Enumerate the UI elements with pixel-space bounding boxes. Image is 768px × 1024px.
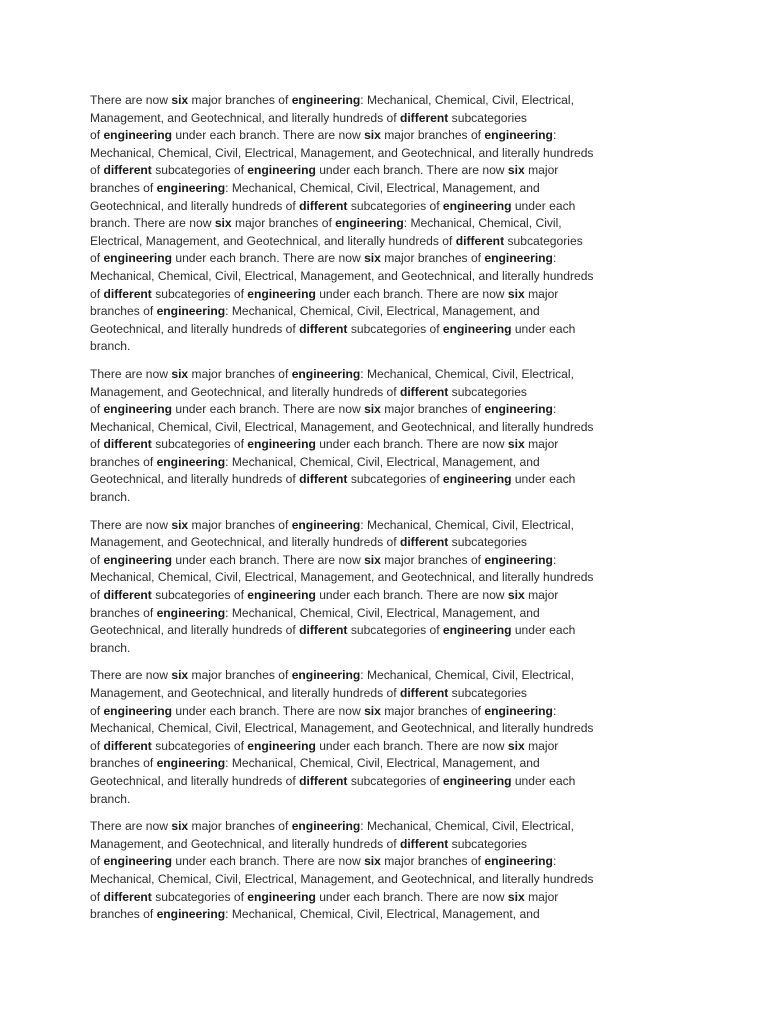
- text-line: [90, 401, 670, 419]
- text-run: : Mechanical, Chemical, Civil, Electrical,: [360, 517, 574, 532]
- text-run: Mechanical, Chemical, Civil, Electrical, Management, and Geotechnical, and literally hundreds: [90, 268, 594, 283]
- paragraph: [90, 366, 670, 507]
- text-line: [90, 605, 670, 623]
- text-run: of: [90, 286, 104, 301]
- text-run: under each: [511, 321, 576, 336]
- text-run: of: [90, 251, 104, 266]
- text-line: [90, 436, 670, 454]
- text-run: Management, and Geotechnical, and literally hundreds of: [90, 535, 400, 550]
- text-run: : Mechanical, Chemical, Civil, Electrical, Management, and: [225, 605, 540, 620]
- text-run: major branches of: [188, 366, 292, 381]
- text-run: of: [90, 437, 104, 452]
- text-run: major branches of: [188, 93, 292, 107]
- text-line: [90, 338, 670, 356]
- paragraph: [90, 667, 670, 808]
- bold-keyword: engineering: [291, 668, 361, 683]
- text-run: branches of: [90, 756, 157, 771]
- text-run: Geotechnical, and literally hundreds of: [90, 623, 300, 638]
- bold-keyword: different: [103, 163, 152, 178]
- bold-keyword: engineering: [484, 128, 553, 143]
- text-run: There are now: [90, 819, 172, 834]
- text-run: Management, and Geotechnical, and literally hundreds of: [90, 384, 400, 399]
- text-line: [90, 552, 670, 570]
- text-run: subcategories of: [347, 773, 443, 788]
- bold-keyword: engineering: [103, 251, 172, 266]
- text-run: major branches of: [380, 703, 485, 718]
- text-line: [90, 685, 670, 703]
- text-run: Geotechnical, and literally hundreds of: [90, 198, 300, 213]
- bold-keyword: engineering: [442, 198, 512, 213]
- text-run: subcategories of: [347, 472, 443, 487]
- text-line: [90, 110, 670, 128]
- text-run: : Mechanical, Chemical, Civil, Electrical,: [360, 819, 574, 834]
- text-line: [90, 419, 670, 437]
- text-run: Electrical, Management, and Geotechnical, and literally hundreds of: [90, 233, 456, 248]
- bold-keyword: engineering: [156, 907, 226, 922]
- text-line: [90, 755, 670, 773]
- text-run: : Mechanical, Chemical, Civil, Electrical, Management, and: [225, 304, 540, 319]
- bold-keyword: engineering: [247, 889, 316, 904]
- text-run: :: [552, 251, 557, 266]
- text-run: branch. There are now: [90, 216, 215, 231]
- text-line: [90, 145, 670, 163]
- text-run: :: [552, 402, 557, 417]
- text-run: branches of: [90, 454, 157, 469]
- text-run: :: [552, 854, 557, 869]
- text-run: of: [90, 402, 104, 417]
- text-run: There are now: [90, 366, 172, 381]
- text-run: of: [90, 738, 104, 753]
- text-line: [90, 215, 670, 233]
- bold-keyword: different: [299, 623, 348, 638]
- bold-keyword: engineering: [247, 588, 316, 603]
- bold-keyword: six: [171, 517, 189, 532]
- text-run: subcategories of: [151, 889, 248, 904]
- text-run: under each branch. There are now: [172, 402, 365, 417]
- text-run: major branches of: [380, 128, 485, 143]
- text-run: under each branch. There are now: [315, 437, 508, 452]
- text-run: under each branch. There are now: [172, 854, 365, 869]
- paragraph: [90, 818, 670, 924]
- bold-keyword: engineering: [247, 437, 316, 452]
- text-run: There are now: [90, 517, 172, 532]
- text-run: under each branch. There are now: [315, 163, 508, 178]
- bold-keyword: six: [364, 402, 381, 417]
- bold-keyword: six: [507, 738, 525, 753]
- text-line: [90, 738, 670, 756]
- text-run: subcategories: [448, 384, 527, 399]
- text-run: subcategories: [448, 836, 527, 851]
- text-run: of: [90, 128, 104, 143]
- text-line: [90, 871, 670, 889]
- text-line: [90, 889, 670, 907]
- text-run: major: [524, 889, 559, 904]
- text-line: [90, 818, 670, 836]
- text-run: subcategories of: [347, 321, 443, 336]
- bold-keyword: six: [171, 366, 189, 381]
- document-page: [90, 92, 670, 934]
- bold-keyword: different: [399, 110, 449, 125]
- bold-keyword: engineering: [291, 517, 361, 532]
- text-run: subcategories of: [151, 437, 248, 452]
- text-run: :: [552, 552, 557, 567]
- bold-keyword: engineering: [103, 552, 172, 567]
- bold-keyword: engineering: [103, 402, 172, 417]
- text-line: [90, 853, 670, 871]
- text-run: subcategories of: [151, 286, 248, 301]
- bold-keyword: engineering: [247, 286, 316, 301]
- bold-keyword: different: [103, 286, 152, 301]
- text-run: major branches of: [380, 251, 485, 266]
- text-line: [90, 587, 670, 605]
- text-line: [90, 127, 670, 145]
- text-run: : Mechanical, Chemical, Civil, Electrical, Management, and: [225, 907, 540, 922]
- text-line: [90, 384, 670, 402]
- text-run: of: [90, 588, 104, 603]
- text-run: branches of: [90, 304, 157, 319]
- text-run: : Mechanical, Chemical, Civil, Electrical, Management, and: [225, 454, 540, 469]
- text-run: : Mechanical, Chemical, Civil, Electrical,: [360, 93, 574, 107]
- text-run: under each branch. There are now: [315, 889, 508, 904]
- bold-keyword: engineering: [247, 738, 316, 753]
- text-line: [90, 773, 670, 791]
- text-line: [90, 233, 670, 251]
- bold-keyword: six: [364, 703, 381, 718]
- text-run: major branches of: [380, 402, 485, 417]
- bold-keyword: engineering: [442, 321, 512, 336]
- bold-keyword: six: [364, 128, 381, 143]
- bold-keyword: different: [399, 384, 449, 399]
- text-run: : Mechanical, Chemical, Civil, Electrical,: [360, 668, 574, 683]
- text-run: Mechanical, Chemical, Civil, Electrical, Management, and Geotechnical, and literally hundreds: [90, 419, 594, 434]
- bold-keyword: six: [507, 163, 525, 178]
- bold-keyword: engineering: [484, 703, 553, 718]
- text-run: Mechanical, Chemical, Civil, Electrical, Management, and Geotechnical, and literally hundreds: [90, 871, 594, 886]
- bold-keyword: engineering: [103, 128, 172, 143]
- text-line: [90, 286, 670, 304]
- bold-keyword: engineering: [484, 552, 553, 567]
- bold-keyword: different: [103, 588, 152, 603]
- text-run: subcategories of: [347, 198, 443, 213]
- text-line: [90, 321, 670, 339]
- text-run: subcategories: [448, 686, 527, 700]
- text-line: [90, 703, 670, 721]
- bold-keyword: six: [171, 93, 189, 107]
- text-run: major branches of: [188, 819, 292, 834]
- text-run: major: [524, 738, 559, 753]
- text-line: [90, 622, 670, 640]
- bold-keyword: engineering: [442, 472, 512, 487]
- bold-keyword: six: [171, 668, 189, 683]
- bold-keyword: six: [507, 588, 525, 603]
- text-run: : Mechanical, Chemical, Civil, Electrical, Management, and: [225, 756, 540, 771]
- text-run: under each branch. There are now: [172, 552, 365, 567]
- bold-keyword: engineering: [442, 623, 512, 638]
- text-run: major: [524, 588, 559, 603]
- bold-keyword: engineering: [335, 216, 404, 231]
- text-run: major: [524, 437, 559, 452]
- bold-keyword: engineering: [156, 304, 226, 319]
- text-run: of: [90, 703, 104, 718]
- text-run: under each branch. There are now: [315, 738, 508, 753]
- bold-keyword: different: [455, 233, 505, 248]
- text-line: [90, 250, 670, 268]
- text-run: There are now: [90, 93, 172, 107]
- bold-keyword: different: [103, 738, 152, 753]
- text-run: major branches of: [380, 552, 485, 567]
- text-run: major branches of: [188, 668, 292, 683]
- text-run: major branches of: [231, 216, 336, 231]
- text-run: under each: [511, 773, 576, 788]
- text-run: subcategories: [448, 110, 527, 125]
- bold-keyword: different: [399, 535, 449, 550]
- text-line: [90, 303, 670, 321]
- text-run: branches of: [90, 907, 157, 922]
- bold-keyword: different: [299, 198, 348, 213]
- text-run: : Mechanical, Chemical, Civil, Electrical,: [360, 366, 574, 381]
- text-run: under each branch. There are now: [172, 251, 365, 266]
- text-run: Geotechnical, and literally hundreds of: [90, 773, 300, 788]
- text-line: [90, 162, 670, 180]
- text-run: Management, and Geotechnical, and literally hundreds of: [90, 110, 400, 125]
- text-run: under each: [511, 198, 576, 213]
- bold-keyword: six: [364, 251, 381, 266]
- bold-keyword: engineering: [291, 93, 361, 107]
- text-line: [90, 836, 670, 854]
- text-run: of: [90, 552, 104, 567]
- text-run: major: [524, 286, 559, 301]
- text-run: of: [90, 854, 104, 869]
- bold-keyword: engineering: [103, 703, 172, 718]
- text-line: [90, 454, 670, 472]
- text-run: : Mechanical, Chemical, Civil,: [403, 216, 562, 231]
- text-run: There are now: [90, 668, 172, 683]
- bold-keyword: six: [364, 552, 381, 567]
- text-run: subcategories of: [151, 163, 248, 178]
- bold-keyword: six: [364, 854, 381, 869]
- bold-keyword: different: [103, 889, 152, 904]
- bold-keyword: different: [399, 686, 449, 700]
- text-run: major branches of: [188, 517, 292, 532]
- bold-keyword: six: [507, 889, 525, 904]
- bold-keyword: six: [507, 286, 525, 301]
- text-line: [90, 640, 670, 658]
- text-run: under each branch. There are now: [172, 703, 365, 718]
- text-line: [90, 569, 670, 587]
- text-line: [90, 489, 670, 507]
- bold-keyword: different: [299, 773, 348, 788]
- text-run: major: [524, 163, 559, 178]
- text-line: [90, 92, 670, 110]
- text-line: [90, 471, 670, 489]
- text-run: :: [552, 703, 557, 718]
- text-run: branch.: [90, 490, 131, 505]
- text-line: [90, 791, 670, 809]
- text-run: branch.: [90, 640, 131, 655]
- text-run: branches of: [90, 605, 157, 620]
- text-run: under each branch. There are now: [172, 128, 365, 143]
- text-line: [90, 268, 670, 286]
- text-line: [90, 198, 670, 216]
- text-line: [90, 180, 670, 198]
- bold-keyword: engineering: [291, 366, 361, 381]
- text-line: [90, 534, 670, 552]
- bold-keyword: different: [103, 437, 152, 452]
- text-line: [90, 720, 670, 738]
- bold-keyword: engineering: [156, 180, 226, 195]
- text-run: Mechanical, Chemical, Civil, Electrical, Management, and Geotechnical, and literally hundreds: [90, 145, 594, 160]
- text-run: Geotechnical, and literally hundreds of: [90, 321, 300, 336]
- text-run: under each branch. There are now: [315, 588, 508, 603]
- text-run: Management, and Geotechnical, and literally hundreds of: [90, 836, 400, 851]
- text-run: under each: [511, 472, 576, 487]
- text-run: Mechanical, Chemical, Civil, Electrical, Management, and Geotechnical, and literally hundreds: [90, 721, 594, 736]
- text-run: subcategories: [448, 535, 527, 550]
- text-run: Mechanical, Chemical, Civil, Electrical, Management, and Geotechnical, and literally hundreds: [90, 570, 594, 585]
- bold-keyword: different: [299, 321, 348, 336]
- bold-keyword: engineering: [156, 605, 226, 620]
- bold-keyword: engineering: [103, 854, 172, 869]
- text-run: subcategories: [504, 233, 583, 248]
- bold-keyword: six: [214, 216, 232, 231]
- paragraph: [90, 92, 670, 356]
- bold-keyword: engineering: [247, 163, 316, 178]
- bold-keyword: engineering: [156, 454, 226, 469]
- bold-keyword: engineering: [484, 402, 553, 417]
- text-run: branch.: [90, 339, 131, 354]
- text-line: [90, 366, 670, 384]
- bold-keyword: engineering: [291, 819, 361, 834]
- text-run: branch.: [90, 791, 131, 806]
- text-run: under each branch. There are now: [315, 286, 508, 301]
- text-run: Management, and Geotechnical, and literally hundreds of: [90, 686, 400, 700]
- text-run: of: [90, 889, 104, 904]
- text-line: [90, 667, 670, 685]
- paragraph: [90, 517, 670, 658]
- text-line: [90, 906, 670, 924]
- bold-keyword: engineering: [484, 854, 553, 869]
- text-run: Geotechnical, and literally hundreds of: [90, 472, 300, 487]
- text-run: subcategories of: [347, 623, 443, 638]
- bold-keyword: six: [507, 437, 525, 452]
- text-run: of: [90, 163, 104, 178]
- text-run: major branches of: [380, 854, 485, 869]
- bold-keyword: engineering: [484, 251, 553, 266]
- text-line: [90, 517, 670, 535]
- bold-keyword: six: [171, 819, 189, 834]
- text-run: branches of: [90, 180, 157, 195]
- text-run: : Mechanical, Chemical, Civil, Electrical, Management, and: [225, 180, 540, 195]
- text-run: under each: [511, 623, 576, 638]
- text-run: :: [552, 128, 557, 143]
- bold-keyword: different: [399, 836, 449, 851]
- bold-keyword: engineering: [442, 773, 512, 788]
- bold-keyword: different: [299, 472, 348, 487]
- text-run: subcategories of: [151, 738, 248, 753]
- bold-keyword: engineering: [156, 756, 226, 771]
- text-run: subcategories of: [151, 588, 248, 603]
